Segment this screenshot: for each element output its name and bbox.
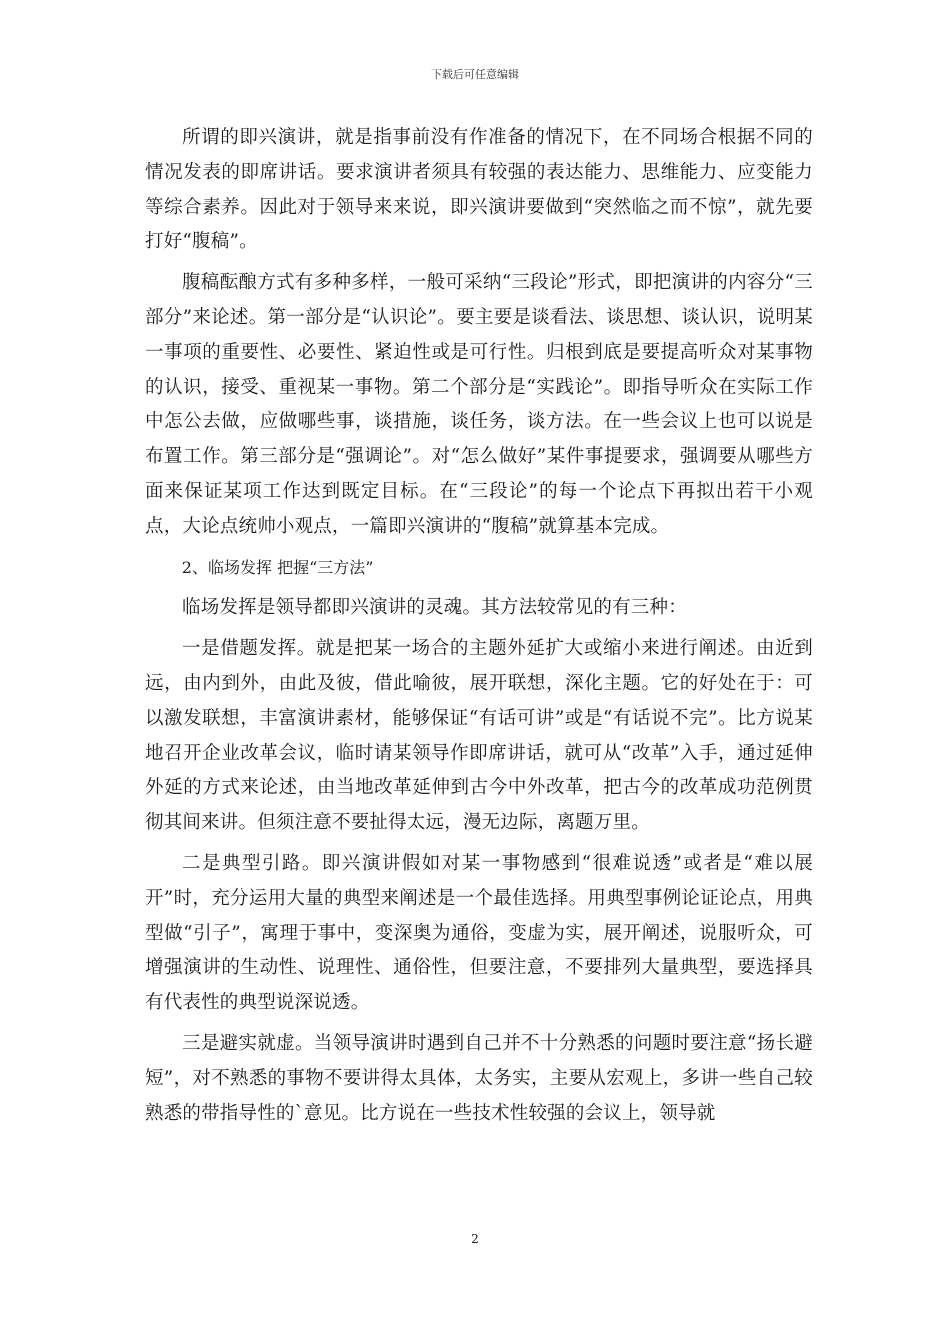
paragraph-impromptu-definition: 所谓的即兴演讲，就是指事前没有作准备的情况下，在不同场合根据不同的情况发表的即席讲话。要求演讲者须具有较强的表达能力、思维能力、应变能力等综合素养。因此对于领导来来说，即兴演讲要做到“突然临之而不惊”，就先要打好“腹稿”。 <box>145 127 813 253</box>
paragraph-improvisation-intro: 临场发挥是领导都即兴演讲的灵魂。其方法较常见的有三种： <box>182 597 687 619</box>
page-number: 2 <box>471 1232 479 1246</box>
document-body <box>145 121 813 1137</box>
page-header: 下载后可任意编辑 <box>431 68 519 81</box>
paragraph-method-three: 三是避实就虚。当领导演讲时遇到自己并不十分熟悉的问题时要注意“扬长避短”，对不熟悉的事物不要讲得太具体，太务实，主要从宏观上，多讲一些自己较熟悉的带指导性的`意见。比方说在一些技术性较强的会议上，领导就 <box>145 1032 813 1124</box>
section-heading: 2、临场发挥 把握“三方法” <box>181 557 374 577</box>
paragraph-method-one: 一是借题发挥。就是把某一场合的主题外延扩大或缩小来进行阐述。由近到远，由内到外，由此及彼，借此喻彼，展开联想，深化主题。它的好处在于：可以激发联想，丰富演讲素材，能够保证“有话可讲”或是“有话说不完”。比方说某地召开企业改革会议，临时请某领导作即席讲话，就可从“改革”入手，通过延伸外延的方式来论述，由当地改革延伸到古今中外改革，把古今的改革成功范例贯彻其间来讲。但须注意不要扯得太远，漫无边际，离题万里。 <box>145 638 813 834</box>
paragraph-draft-method: 腹稿酝酿方式有多种多样，一般可采纳“三段论”形式，即把演讲的内容分“三部分”来论述。第一部分是“认识论”。要主要是谈看法、谈思想、谈认识，说明某一事项的重要性、必要性、紧迫性或是可行性。归根到底是要提高听众对某事物的认识，接受、重视某一事物。第二个部分是“实践论”。即指导听众在实际工作中怎公去做，应做哪些事，谈措施，谈任务，谈方法。在一些会议上也可以说是布置工作。第三部分是“强调论”。对“怎么做好”某件事提要求，强调要从哪些方面来保证某项工作达到既定目标。在“三段论”的每一个论点下再拟出若干小观点，大论点统帅小观点，一篇即兴演讲的“腹稿”就算基本完成。 <box>145 272 813 537</box>
paragraph-method-two: 二是典型引路。即兴演讲假如对某一事物感到“很难说透”或者是“难以展开”时，充分运用大量的典型来阐述是一个最佳选择。用典型事例论证论点，用典型做“引子”，寓理于事中，变深奥为通俗，变虚为实，展开阐述，说服听众，可增强演讲的生动性、说理性、通俗性，但要注意，不要排列大量典型，要选择具有代表性的典型说深说透。 <box>145 852 813 1014</box>
